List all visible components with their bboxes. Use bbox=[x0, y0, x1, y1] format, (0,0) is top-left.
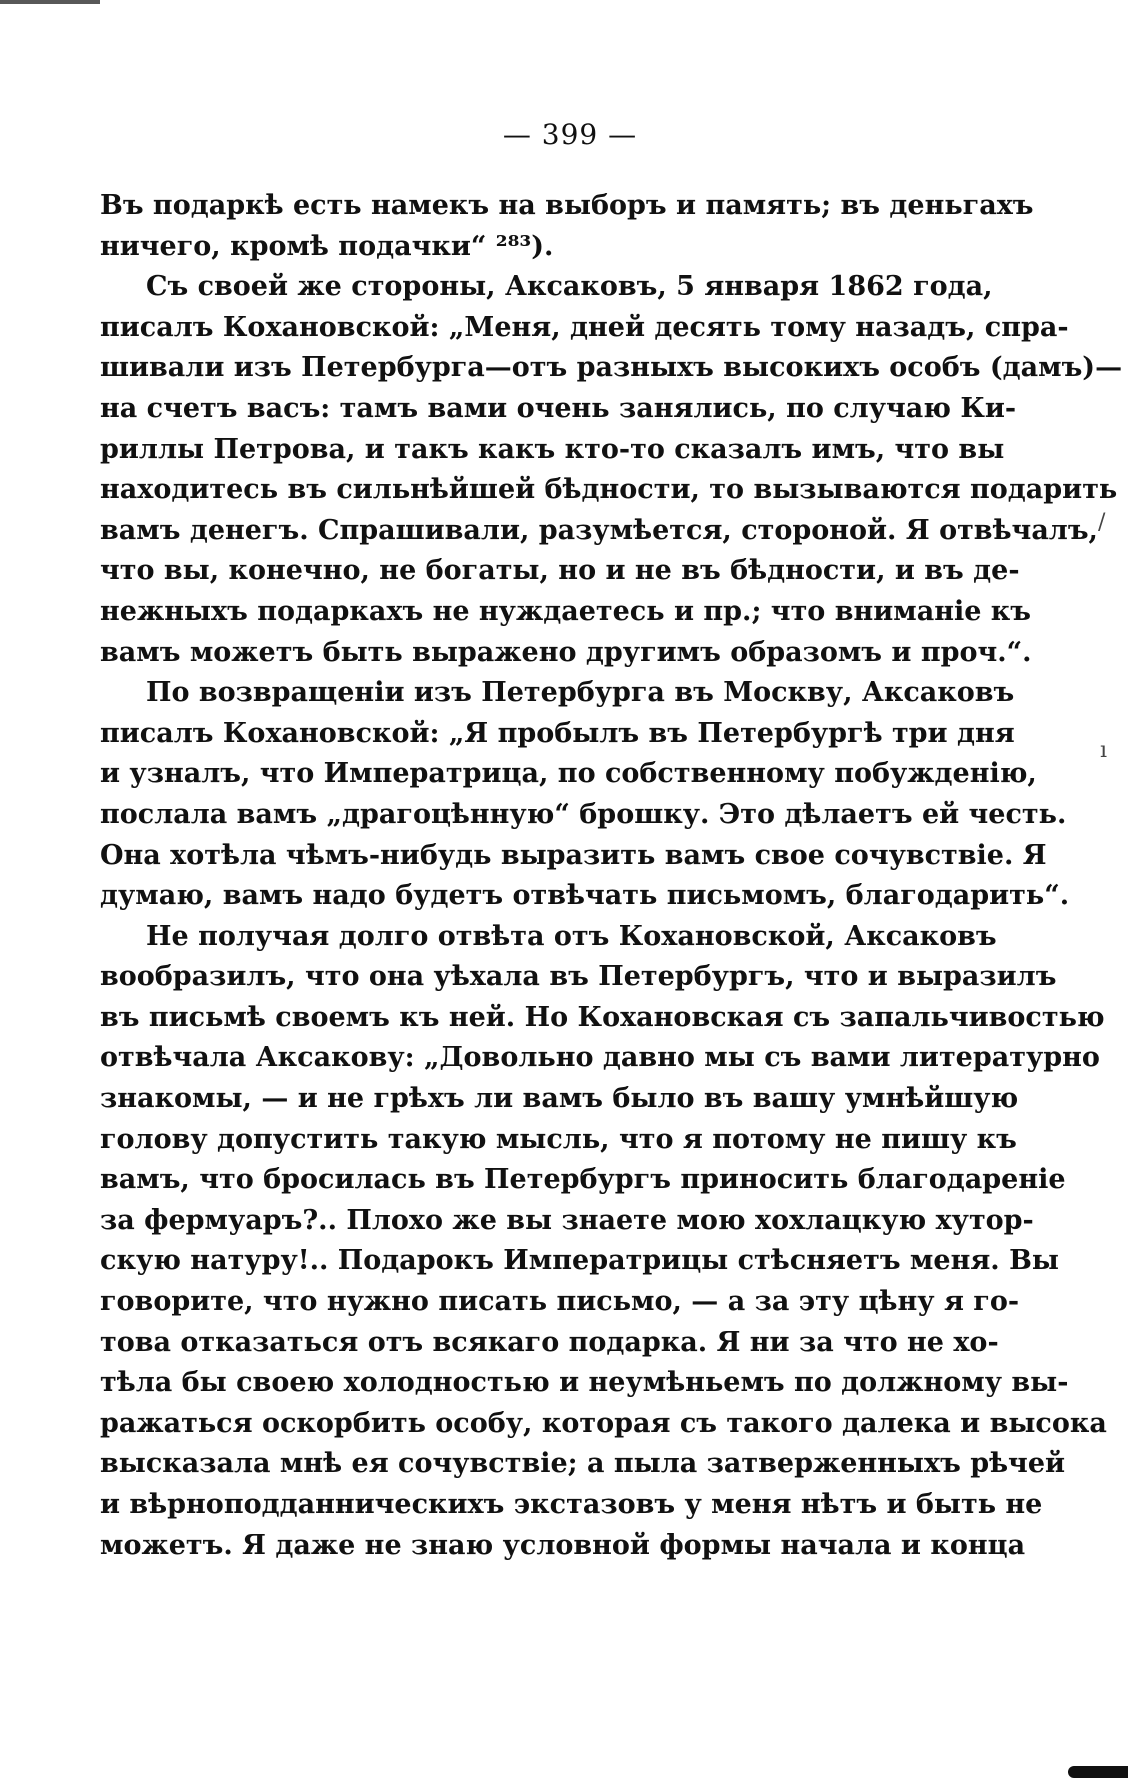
text-line: высказала мнѣ ея сочувствіе; а пыла затверженныхъ рѣчей bbox=[100, 1448, 1066, 1480]
text-line: голову допустить такую мысль, что я потому не пишу къ bbox=[100, 1123, 1017, 1155]
body-text bbox=[100, 186, 1123, 1566]
text-line: послала вамъ „драгоцѣнную“ брошку. Это дѣлаетъ ей честь. bbox=[100, 798, 1067, 830]
text-line: Она хотѣла чѣмъ-нибудь выразить вамъ свое сочувствіе. Я bbox=[100, 839, 1047, 871]
text-line: и вѣрноподданническихъ экстазовъ у меня нѣтъ и быть не bbox=[100, 1489, 1043, 1520]
text-line: скую натуру!.. Подарокъ Императрицы стѣсняетъ меня. Вы bbox=[100, 1245, 1059, 1277]
text-line: писалъ Кохановской: „Меня, дней десять тому назадъ, спра- bbox=[100, 311, 1069, 343]
text-line: Не получая долго отвѣта отъ Кохановской, Аксаковъ bbox=[146, 920, 997, 952]
text-line: что вы, конечно, не богаты, но и не въ бѣдности, и въ де- bbox=[100, 555, 1020, 587]
text-line: на счетъ васъ: тамъ вами очень занялись, по случаю Ки- bbox=[100, 392, 1017, 424]
text-line: ничего, кромѣ подачки“ ²⁸³). bbox=[100, 230, 554, 262]
text-line: Въ подаркѣ есть намекъ на выборъ и память; въ деньгахъ bbox=[100, 190, 1034, 221]
text-line: писалъ Кохановской: „Я пробылъ въ Петербургѣ три дня bbox=[100, 717, 1015, 749]
page-number: — 399 — bbox=[502, 118, 638, 151]
text-line: тѣла бы своею холодностью и неумѣньемъ по должному вы- bbox=[100, 1367, 1069, 1399]
text-line: говорите, что нужно писать письмо, — а за эту цѣну я го- bbox=[100, 1286, 1020, 1318]
text-line: и узналъ, что Императрица, по собственному побужденію, bbox=[100, 758, 1037, 790]
text-line: риллы Петрова, и такъ какъ кто-то сказалъ имъ, что вы bbox=[100, 433, 1005, 465]
text-line: това отказаться отъ всякаго подарка. Я ни за что не хо- bbox=[100, 1326, 999, 1358]
text-line: можетъ. Я даже не знаю условной формы начала и конца bbox=[100, 1529, 1026, 1561]
margin-mark: ı bbox=[1100, 738, 1108, 763]
scan-artifact-bottom bbox=[1068, 1766, 1128, 1778]
margin-mark: / bbox=[1098, 510, 1106, 535]
text-line: вамъ денегъ. Спрашивали, разумѣется, стороной. Я отвѣчалъ, bbox=[100, 514, 1098, 546]
text-line: вамъ, что бросилась въ Петербургъ приносить благодареніе bbox=[100, 1164, 1066, 1196]
text-line: ражаться оскорбить особу, которая съ такого далека и высока bbox=[100, 1407, 1107, 1439]
text-line: за фермуаръ?.. Плохо же вы знаете мою хохлацкую хутор- bbox=[100, 1204, 1034, 1236]
text-line: думаю, вамъ надо будетъ отвѣчать письмомъ, благодарить“. bbox=[100, 880, 1070, 912]
text-line: По возвращеніи изъ Петербурга въ Москву, Аксаковъ bbox=[146, 677, 1015, 709]
text-line: шивали изъ Петербурга—отъ разныхъ высокихъ особъ (дамъ)— bbox=[100, 352, 1123, 384]
text-line: въ письмѣ своемъ къ ней. Но Кохановская съ запальчивостью bbox=[100, 1001, 1105, 1033]
text-line: знакомы, — и не грѣхъ ли вамъ было въ вашу умнѣйшую bbox=[100, 1083, 1019, 1115]
text-line: нежныхъ подаркахъ не нуждаетесь и пр.; что вниманіе къ bbox=[100, 595, 1032, 627]
text-line: Съ своей же стороны, Аксаковъ, 5 января 1862 года, bbox=[146, 271, 993, 303]
text-line: находитесь въ сильнѣйшей бѣдности, то вызываются подарить bbox=[100, 474, 1118, 506]
text-line: вообразилъ, что она уѣхала въ Петербургъ, что и выразилъ bbox=[100, 961, 1057, 993]
text-line: отвѣчала Аксакову: „Довольно давно мы съ вами литературно bbox=[100, 1042, 1100, 1074]
scan-artifact-top bbox=[0, 0, 100, 4]
text-line: вамъ можетъ быть выражено другимъ образомъ и проч.“. bbox=[100, 636, 1032, 668]
